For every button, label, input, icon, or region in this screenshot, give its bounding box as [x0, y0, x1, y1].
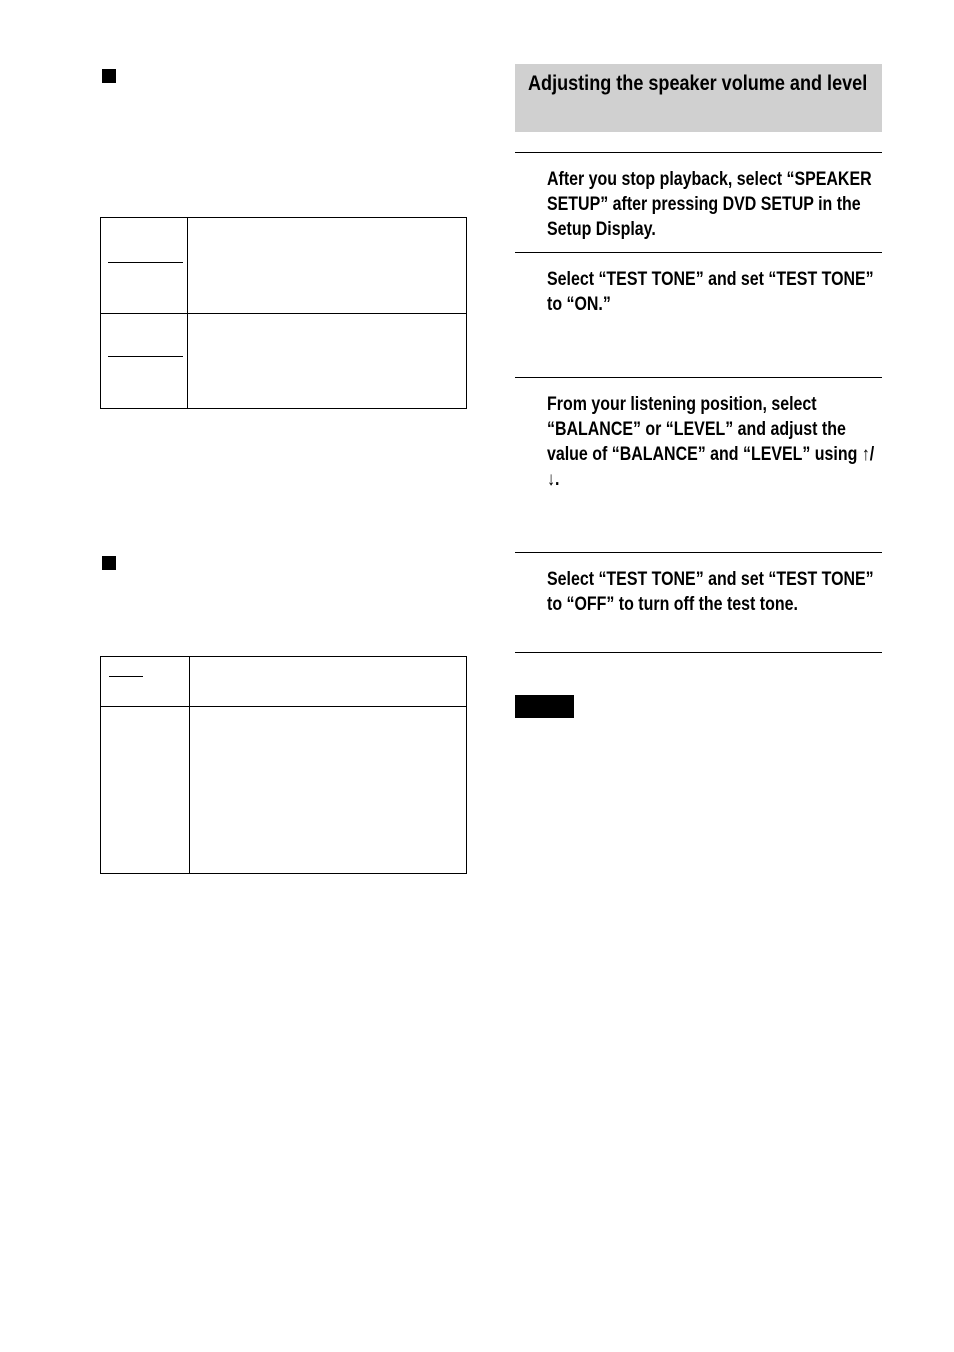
step-divider — [515, 377, 882, 378]
step-divider — [515, 552, 882, 553]
note-badge — [515, 695, 574, 718]
step-1-text: After you stop playback, select “SPEAKER SETUP” after pressing DVD SETUP in the Setup Display. — [547, 169, 872, 240]
default-value-underline — [108, 262, 183, 263]
default-value-underline — [108, 356, 183, 357]
section-marker-icon — [102, 69, 116, 83]
settings-table-1 — [100, 217, 467, 409]
default-value-underline — [109, 676, 143, 677]
step-divider — [515, 252, 882, 253]
step-divider — [515, 152, 882, 153]
step-2-text: Select “TEST TONE” and set “TEST TONE” to “ON.” — [547, 269, 874, 315]
step-4-text: Select “TEST TONE” and set “TEST TONE” to “OFF” to turn off the test tone. — [547, 569, 874, 615]
step-divider — [515, 652, 882, 653]
step-3-text: From your listening position, select “BALANCE” or “LEVEL” and adjust the value of “BALANCE” and “LEVEL” using ↑/↓. — [547, 394, 875, 490]
table-row-divider — [101, 706, 466, 707]
section-header — [515, 64, 882, 132]
table-row-divider — [101, 313, 466, 314]
settings-table-2 — [100, 656, 467, 874]
table-column-divider — [189, 657, 190, 873]
section-marker-icon — [102, 556, 116, 570]
section-title: Adjusting the speaker volume and level — [528, 72, 868, 95]
